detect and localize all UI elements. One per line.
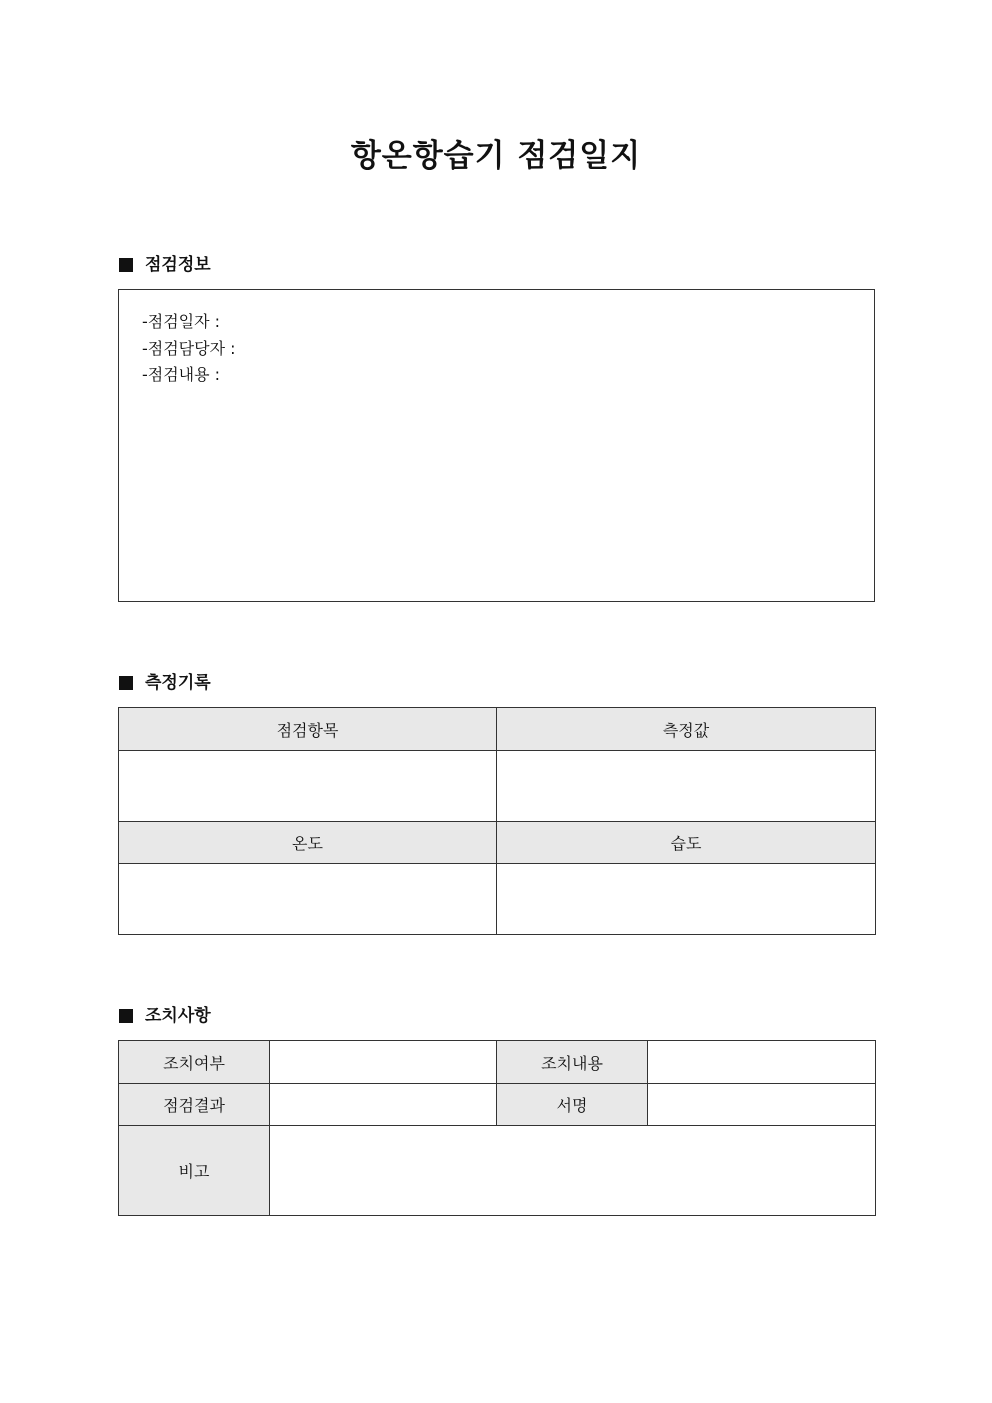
cell-temperature[interactable] <box>119 864 497 935</box>
section-heading-info-label: 점검정보 <box>145 255 211 275</box>
square-bullet-icon <box>119 258 133 272</box>
section-heading-measure-label: 측정기록 <box>145 673 211 693</box>
header-measured-value: 측정값 <box>497 708 876 751</box>
square-bullet-icon <box>119 1009 133 1023</box>
info-line-content: -점검내용 : <box>142 365 221 384</box>
square-bullet-icon <box>119 676 133 690</box>
label-remarks: 비고 <box>119 1126 270 1216</box>
label-action-content: 조치내용 <box>497 1041 648 1084</box>
label-action-taken: 조치여부 <box>119 1041 270 1084</box>
info-line-inspector: -점검담당자 : <box>142 338 236 358</box>
info-box[interactable] <box>118 289 875 602</box>
info-lines <box>142 309 236 389</box>
cell-remarks[interactable] <box>270 1126 876 1216</box>
section-heading-measure <box>119 671 211 695</box>
section-heading-action-label: 조치사항 <box>145 1006 211 1026</box>
cell-measured-value[interactable] <box>497 751 876 822</box>
page-title: 항온항습기 점검일지 <box>350 138 642 174</box>
section-heading-info <box>119 253 211 277</box>
info-line-date: -점검일자 : <box>142 312 221 331</box>
section-heading-action <box>119 1004 211 1028</box>
cell-humidity[interactable] <box>497 864 876 935</box>
cell-action-taken[interactable] <box>270 1041 497 1084</box>
header-inspection-item: 점검항목 <box>119 708 497 751</box>
label-signature: 서명 <box>497 1084 648 1126</box>
header-temperature: 온도 <box>119 822 497 864</box>
cell-signature[interactable] <box>648 1084 876 1126</box>
cell-inspection-item[interactable] <box>119 751 497 822</box>
label-inspection-result: 점검결과 <box>119 1084 270 1126</box>
cell-inspection-result[interactable] <box>270 1084 497 1126</box>
action-table <box>118 1040 876 1216</box>
cell-action-content[interactable] <box>648 1041 876 1084</box>
measure-table <box>118 707 876 935</box>
header-humidity: 습도 <box>497 822 876 864</box>
